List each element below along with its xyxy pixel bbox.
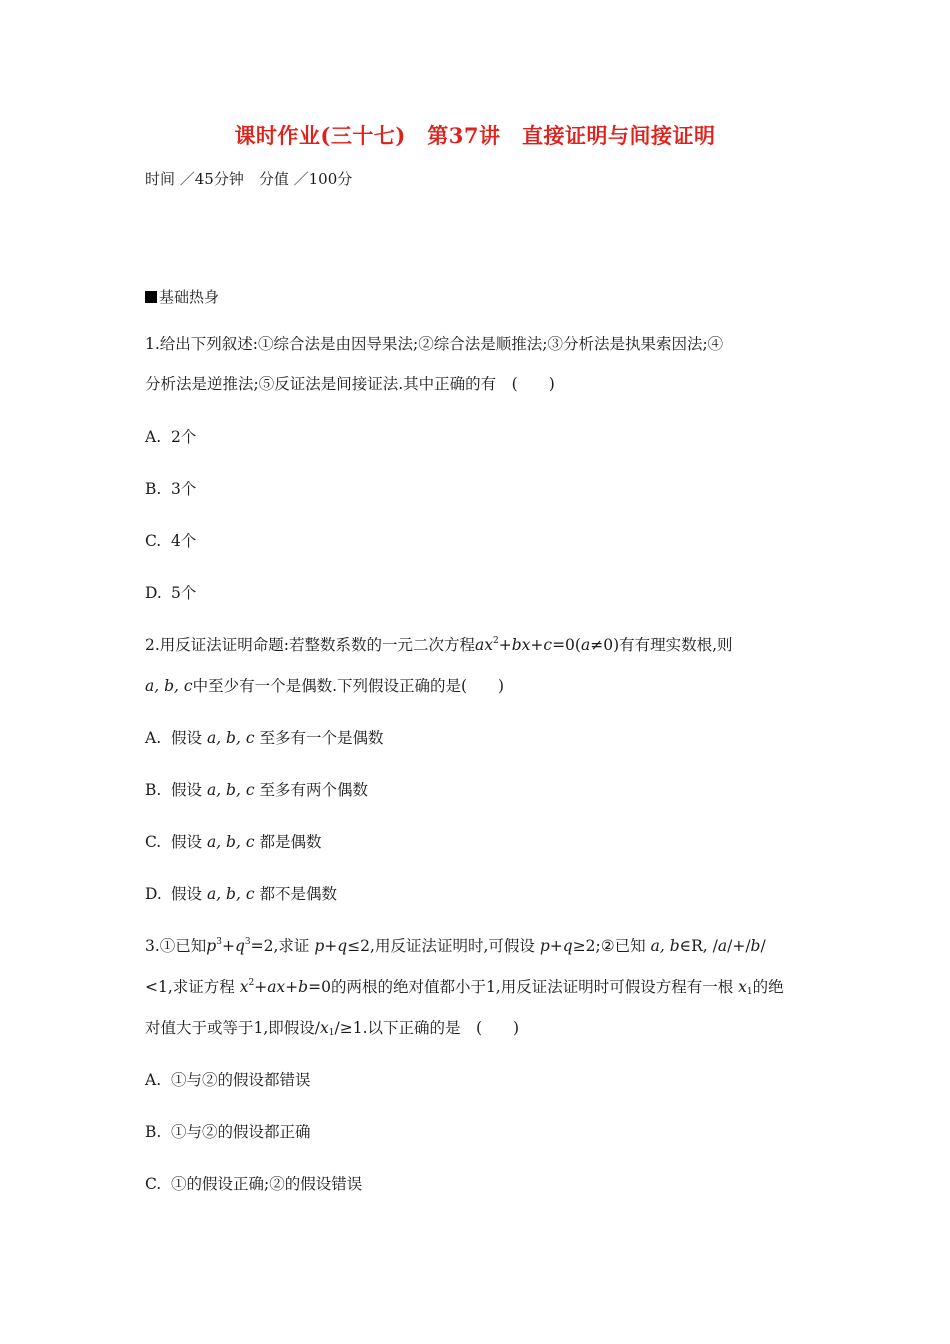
exponent: 3 <box>216 937 222 947</box>
text-segment: 的绝 <box>752 978 784 996</box>
question-2-line-2 <box>145 674 504 696</box>
question-3-option-a <box>145 1068 311 1090</box>
question-2-line-1 <box>145 633 733 655</box>
option-text: 至多有一个是偶数 <box>259 729 384 747</box>
question-1-line-1: 1.给出下列叙述:①综合法是由因导果法;②综合法是顺推法;③分析法是执果索因法;④ <box>145 335 724 353</box>
math-var: a, b, c <box>206 885 255 903</box>
math-var: a, b, c <box>145 677 193 695</box>
option-label: C. <box>145 833 162 851</box>
math-var: p+q <box>314 937 348 955</box>
math-var: +bx+c <box>498 636 553 654</box>
question-3-line-3 <box>145 1016 519 1038</box>
text-segment: <1,求证方程 <box>145 978 235 996</box>
math-var: p+q <box>539 937 573 955</box>
section-heading <box>145 286 219 307</box>
option-text: ①与②的假设都正确 <box>171 1123 311 1141</box>
text-segment: =0的两根的绝对值都小于1,用反证法证明时可假设方程有一根 <box>308 978 734 996</box>
question-3-line-2 <box>145 975 784 997</box>
math-var: x <box>320 1019 329 1037</box>
option-label: C. <box>145 1175 162 1193</box>
math-var: a <box>580 636 591 654</box>
option-text: 都是偶数 <box>259 833 322 851</box>
question-2-option-b <box>145 778 368 800</box>
math-var: b <box>750 937 761 955</box>
square-bullet-icon <box>145 291 157 303</box>
question-2-option-a <box>145 726 383 748</box>
math-var: x <box>738 978 747 996</box>
section-label: 基础热身 <box>159 288 220 306</box>
text-segment: ≠0)有有理实数根,则 <box>590 636 733 654</box>
option-text: 假设 <box>171 729 203 747</box>
time-score-info: 时间 ／45分钟 分值 ／100分 <box>145 170 353 188</box>
text-segment: / <box>760 937 766 955</box>
math-var: +q <box>221 937 245 955</box>
text-segment: 中至少有一个是偶数.下列假设正确的是( ) <box>192 677 505 695</box>
option-label: B. <box>145 781 162 799</box>
option-label: A. <box>145 1071 162 1089</box>
option-text: 2个 <box>171 428 197 446</box>
text-segment: =0( <box>552 636 581 654</box>
option-text: 3个 <box>171 480 197 498</box>
text-segment: ≥2;②已知 <box>572 937 646 955</box>
text-segment: /+/ <box>727 937 751 955</box>
page-title: 课时作业(三十七) 第37讲 直接证明与间接证明 <box>234 123 716 148</box>
subscript: 1 <box>746 987 753 997</box>
math-var: ax <box>475 636 493 654</box>
option-label: A. <box>145 428 162 446</box>
math-var: a <box>717 937 728 955</box>
option-text: 都不是偶数 <box>259 885 337 903</box>
option-label: A. <box>145 729 162 747</box>
text-segment: =2,求证 <box>250 937 310 955</box>
math-var: a, b <box>650 937 680 955</box>
question-3-option-b <box>145 1120 311 1142</box>
exponent: 2 <box>248 978 255 988</box>
question-1-option-b <box>145 477 196 499</box>
option-text: 假设 <box>171 833 203 851</box>
option-label: D. <box>145 885 162 903</box>
option-label: B. <box>145 1123 162 1141</box>
question-3-option-c <box>145 1172 362 1194</box>
question-1-option-d <box>145 581 196 603</box>
text-segment: ∈R, / <box>679 937 718 955</box>
option-text: 4个 <box>171 532 197 550</box>
math-var: a, b, c <box>206 833 255 851</box>
text-segment: 2.用反证法证明命题:若整数系数的一元二次方程 <box>145 636 476 654</box>
option-text: ①的假设正确;②的假设错误 <box>171 1175 363 1193</box>
question-1-line-2: 分析法是逆推法;⑤反证法是间接证法.其中正确的有 ( ) <box>145 375 555 393</box>
question-1-option-c <box>145 529 196 551</box>
math-var: a, b, c <box>206 781 255 799</box>
text-segment: 对值大于或等于1,即假设/ <box>145 1019 321 1037</box>
option-text: 至多有两个偶数 <box>259 781 368 799</box>
option-text: 假设 <box>171 885 203 903</box>
option-text: ①与②的假设都错误 <box>171 1071 311 1089</box>
math-var: x <box>239 978 249 996</box>
exponent: 2 <box>493 636 499 646</box>
option-label: B. <box>145 480 162 498</box>
option-text: 5个 <box>171 584 197 602</box>
option-label: C. <box>145 532 162 550</box>
math-var: +ax+b <box>254 978 309 996</box>
option-label: D. <box>145 584 162 602</box>
option-text: 假设 <box>171 781 203 799</box>
subscript: 1 <box>328 1028 335 1038</box>
math-var: a, b, c <box>206 729 255 747</box>
exponent: 3 <box>244 937 251 947</box>
question-1-option-a <box>145 425 196 447</box>
text-segment: 3.①已知 <box>145 937 207 955</box>
text-segment: /≥1.以下正确的是 ( ) <box>334 1019 520 1037</box>
text-segment: ≤2,用反证法证明时,可假设 <box>347 937 535 955</box>
question-2-option-d <box>145 882 337 904</box>
question-3-line-1 <box>145 934 766 956</box>
question-2-option-c <box>145 830 321 852</box>
math-var: p <box>206 937 217 955</box>
